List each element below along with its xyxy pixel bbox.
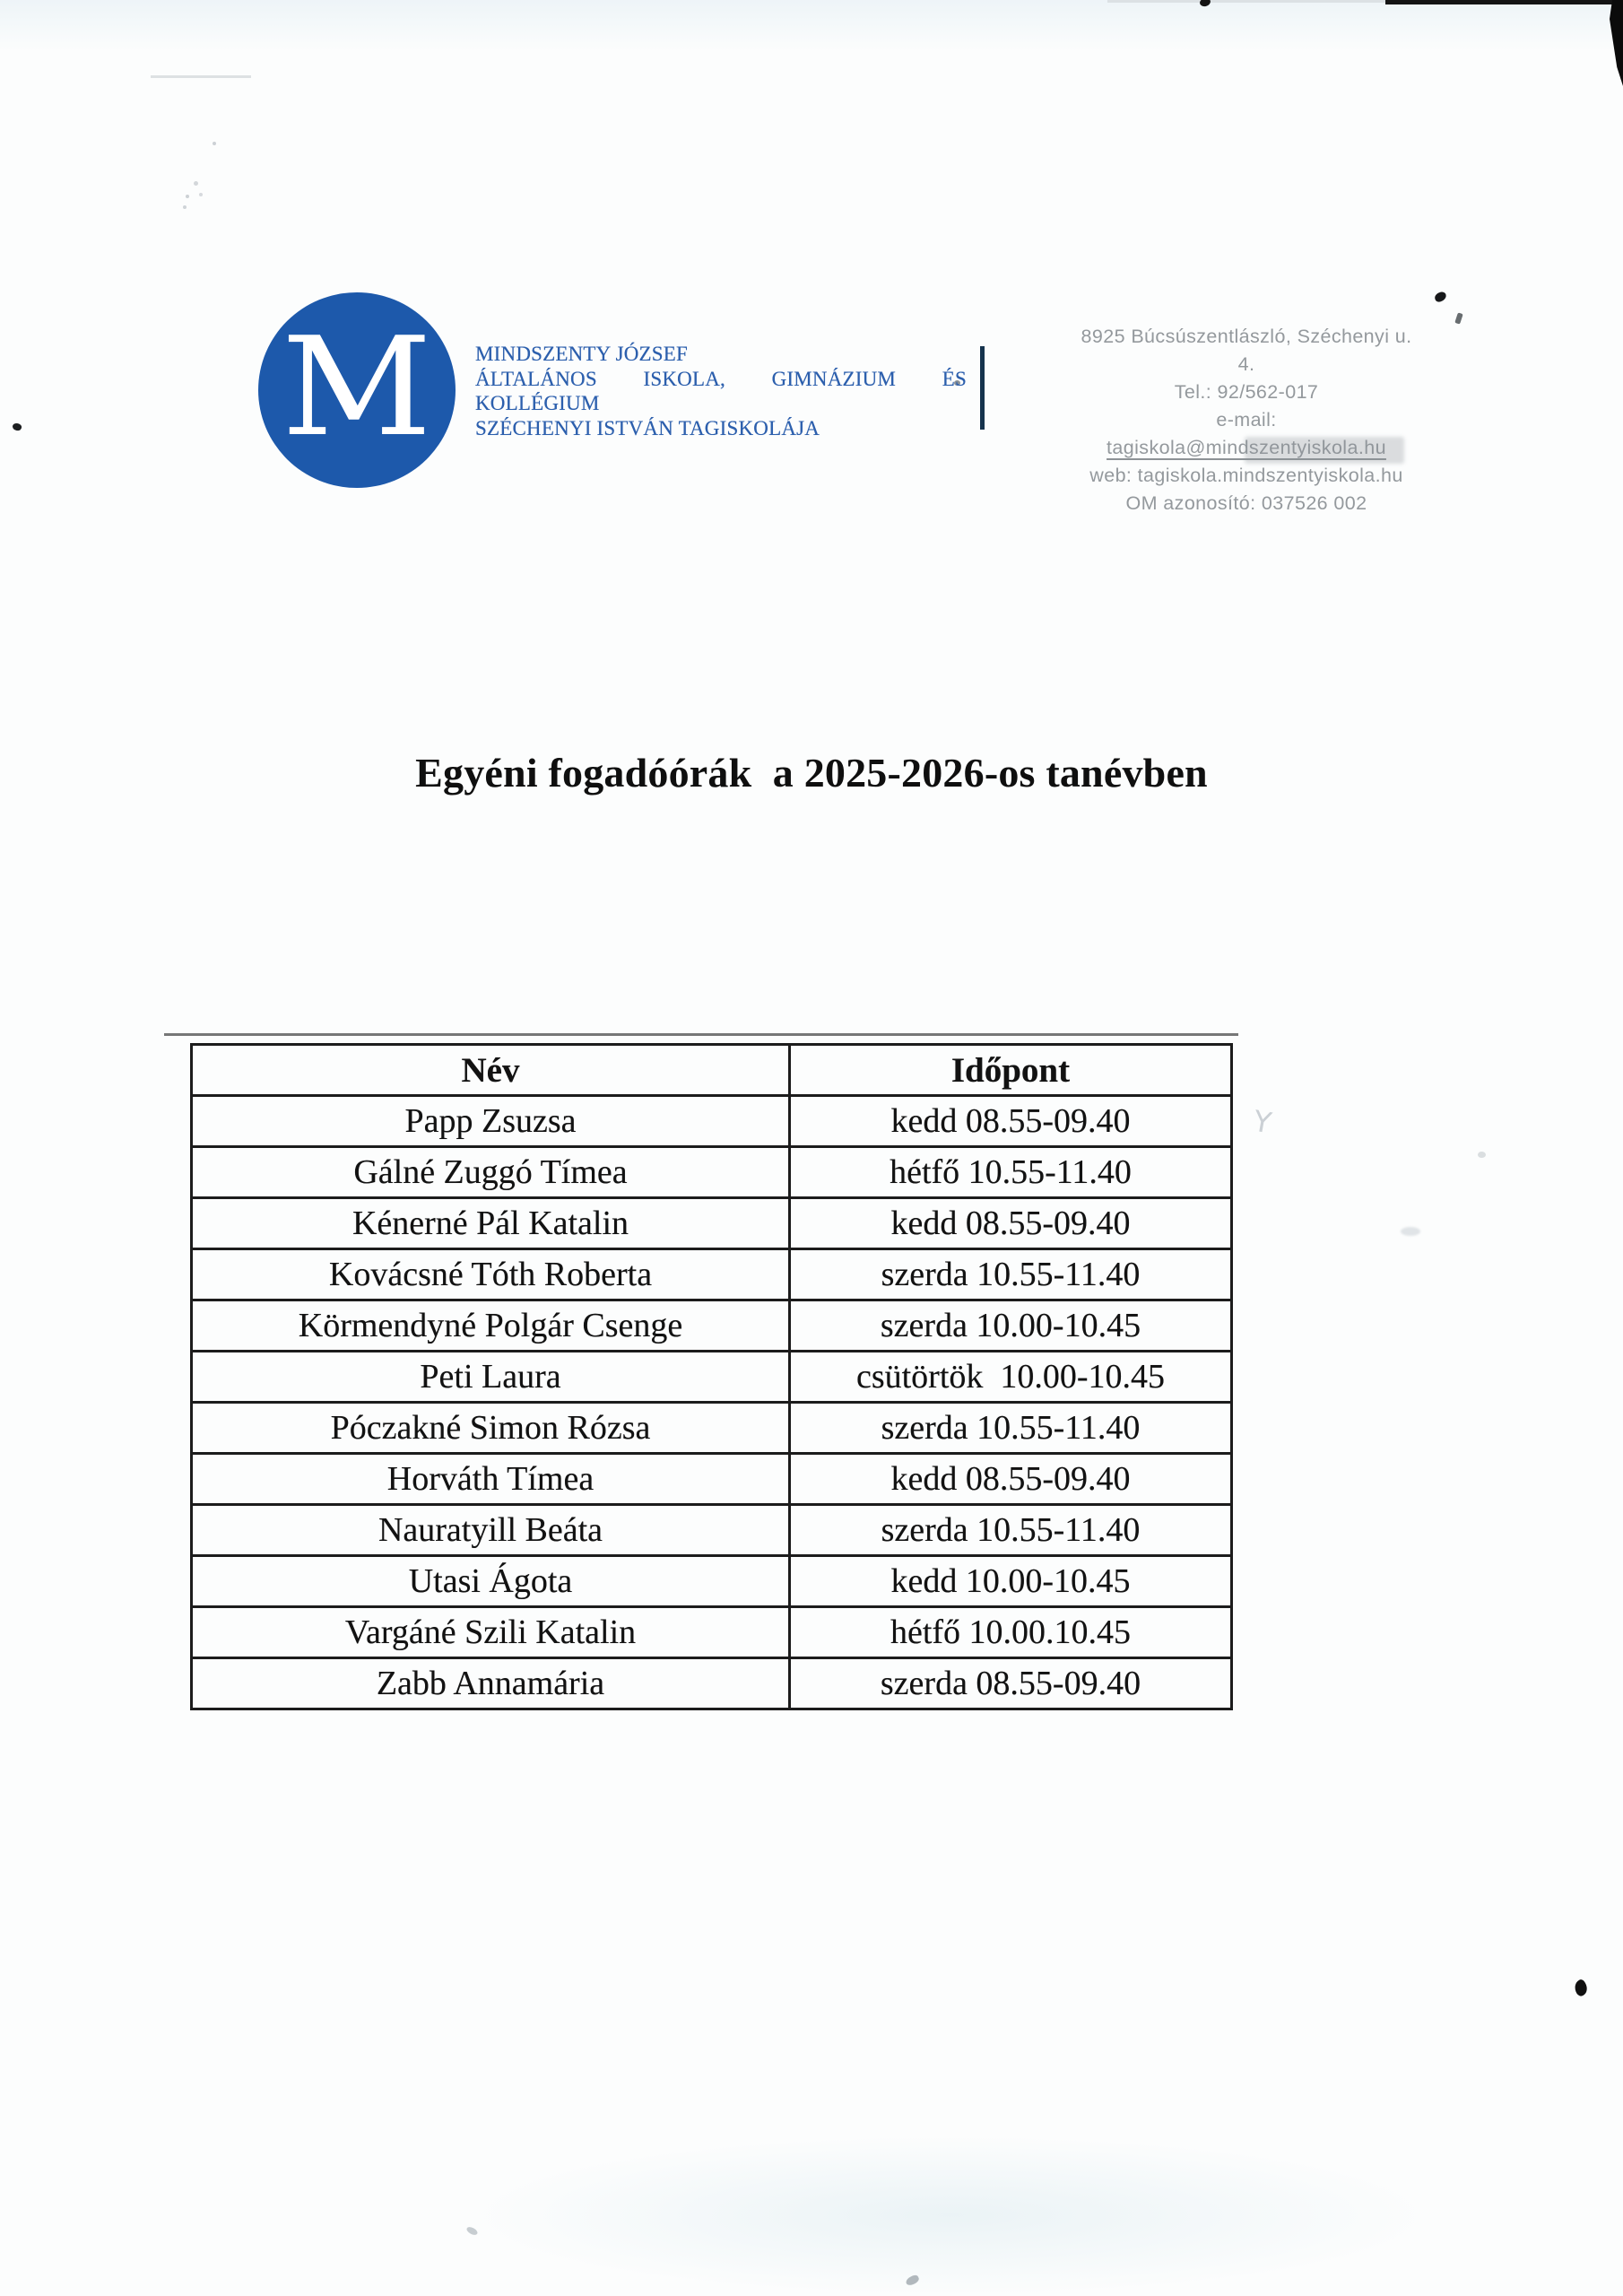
column-header-name: Név — [192, 1045, 790, 1096]
teacher-name: Kénerné Pál Katalin — [192, 1198, 790, 1249]
table-row — [192, 1249, 1232, 1300]
page-title: Egyéni fogadóórák a 2025-2026-os tanévben — [415, 750, 1208, 796]
office-hour-time: csütörtök 10.00-10.45 — [790, 1352, 1232, 1403]
school-name-line2 — [475, 367, 967, 392]
teacher-name: Peti Laura — [192, 1352, 790, 1403]
table-row — [192, 1556, 1232, 1607]
address-line2: 4. — [1237, 353, 1255, 375]
school-logo — [258, 292, 456, 488]
teacher-name: Nauratyill Beáta — [192, 1505, 790, 1556]
office-hour-time: szerda 08.55-09.40 — [790, 1658, 1232, 1709]
scan-artifact-ymark: Y — [1250, 1103, 1274, 1141]
school-name-line1: MINDSZENTY JÓZSEF — [475, 343, 689, 365]
school-name-word: ÁLTALÁNOS — [475, 367, 597, 390]
table-row — [192, 1454, 1232, 1505]
table-row — [192, 1147, 1232, 1198]
office-hour-time: kedd 08.55-09.40 — [790, 1454, 1232, 1505]
table-row — [192, 1352, 1232, 1403]
email-link: tagiskola@mindszentyiskola.hu — [1107, 437, 1386, 458]
office-hour-time: kedd 08.55-09.40 — [790, 1198, 1232, 1249]
scan-artifact-speckle — [183, 205, 187, 209]
school-name-word: ISKOLA, — [643, 367, 725, 390]
scan-artifact-top-line-faint — [1107, 0, 1385, 3]
school-name — [475, 342, 967, 440]
scan-artifact-smudge — [1401, 1227, 1420, 1236]
table-row — [192, 1607, 1232, 1658]
table-header-row — [192, 1045, 1232, 1096]
scan-artifact-email-smudge — [1245, 437, 1404, 464]
school-name-line3: KOLLÉGIUM — [475, 392, 600, 414]
teacher-name: Utasi Ágota — [192, 1556, 790, 1607]
school-name-line4: SZÉCHENYI ISTVÁN TAGISKOLÁJA — [475, 416, 820, 439]
address-line1: 8925 Búcsúszentlászló, Széchenyi u. — [1081, 326, 1412, 347]
office-hour-time: szerda 10.55-11.40 — [790, 1249, 1232, 1300]
scan-artifact-speckle — [213, 142, 216, 145]
teacher-name: Kovácsné Tóth Roberta — [192, 1249, 790, 1300]
office-hour-time: szerda 10.00-10.45 — [790, 1300, 1232, 1352]
phone-number: Tel.: 92/562-017 — [1174, 381, 1319, 403]
office-hour-time: hétfő 10.00.10.45 — [790, 1607, 1232, 1658]
column-header-time: Időpont — [790, 1045, 1232, 1096]
office-hour-time: kedd 08.55-09.40 — [790, 1096, 1232, 1147]
contact-info — [995, 323, 1497, 517]
teacher-name: Körmendyné Polgár Csenge — [192, 1300, 790, 1352]
scan-artifact-dot — [1434, 291, 1448, 303]
table-row — [192, 1198, 1232, 1249]
scan-artifact-dot — [1478, 1152, 1486, 1158]
table-row — [192, 1403, 1232, 1454]
email-label: e-mail: — [1216, 409, 1277, 430]
scan-tint-bottom — [466, 2135, 1435, 2296]
scan-artifact-line — [151, 75, 251, 78]
table-row — [192, 1300, 1232, 1352]
scan-artifact-table-topline — [164, 1033, 1238, 1036]
teacher-name: Vargáné Szili Katalin — [192, 1607, 790, 1658]
web-address: web: tagiskola.mindszentyiskola.hu — [1089, 465, 1403, 486]
office-hour-time: szerda 10.55-11.40 — [790, 1403, 1232, 1454]
scan-artifact-speckle — [186, 195, 189, 198]
school-name-word: GIMNÁZIUM — [771, 367, 897, 390]
logo-letter: M — [281, 307, 433, 466]
scan-artifact-speckle — [194, 181, 198, 186]
om-identifier: OM azonosító: 037526 002 — [1125, 492, 1367, 514]
teacher-name: Gálné Zuggó Tímea — [192, 1147, 790, 1198]
scan-artifact-dot — [12, 422, 22, 431]
scan-artifact-comma — [1572, 1979, 1591, 1998]
teacher-name: Zabb Annamária — [192, 1658, 790, 1709]
scan-artifact-top-line — [1385, 0, 1623, 4]
teacher-name: Póczakné Simon Rózsa — [192, 1403, 790, 1454]
office-hour-time: kedd 10.00-10.45 — [790, 1556, 1232, 1607]
teacher-name: Papp Zsuzsa — [192, 1096, 790, 1147]
office-hour-time: hétfő 10.55-11.40 — [790, 1147, 1232, 1198]
scan-artifact-speckle — [199, 193, 203, 196]
table-row — [192, 1096, 1232, 1147]
table-row — [192, 1658, 1232, 1709]
letterhead-divider — [980, 346, 985, 430]
schedule-table — [190, 1043, 1233, 1710]
table-row — [192, 1505, 1232, 1556]
office-hour-time: szerda 10.55-11.40 — [790, 1505, 1232, 1556]
school-name-word: ÉS — [942, 367, 967, 390]
scan-tint-top — [0, 0, 1623, 52]
teacher-name: Horváth Tímea — [192, 1454, 790, 1505]
